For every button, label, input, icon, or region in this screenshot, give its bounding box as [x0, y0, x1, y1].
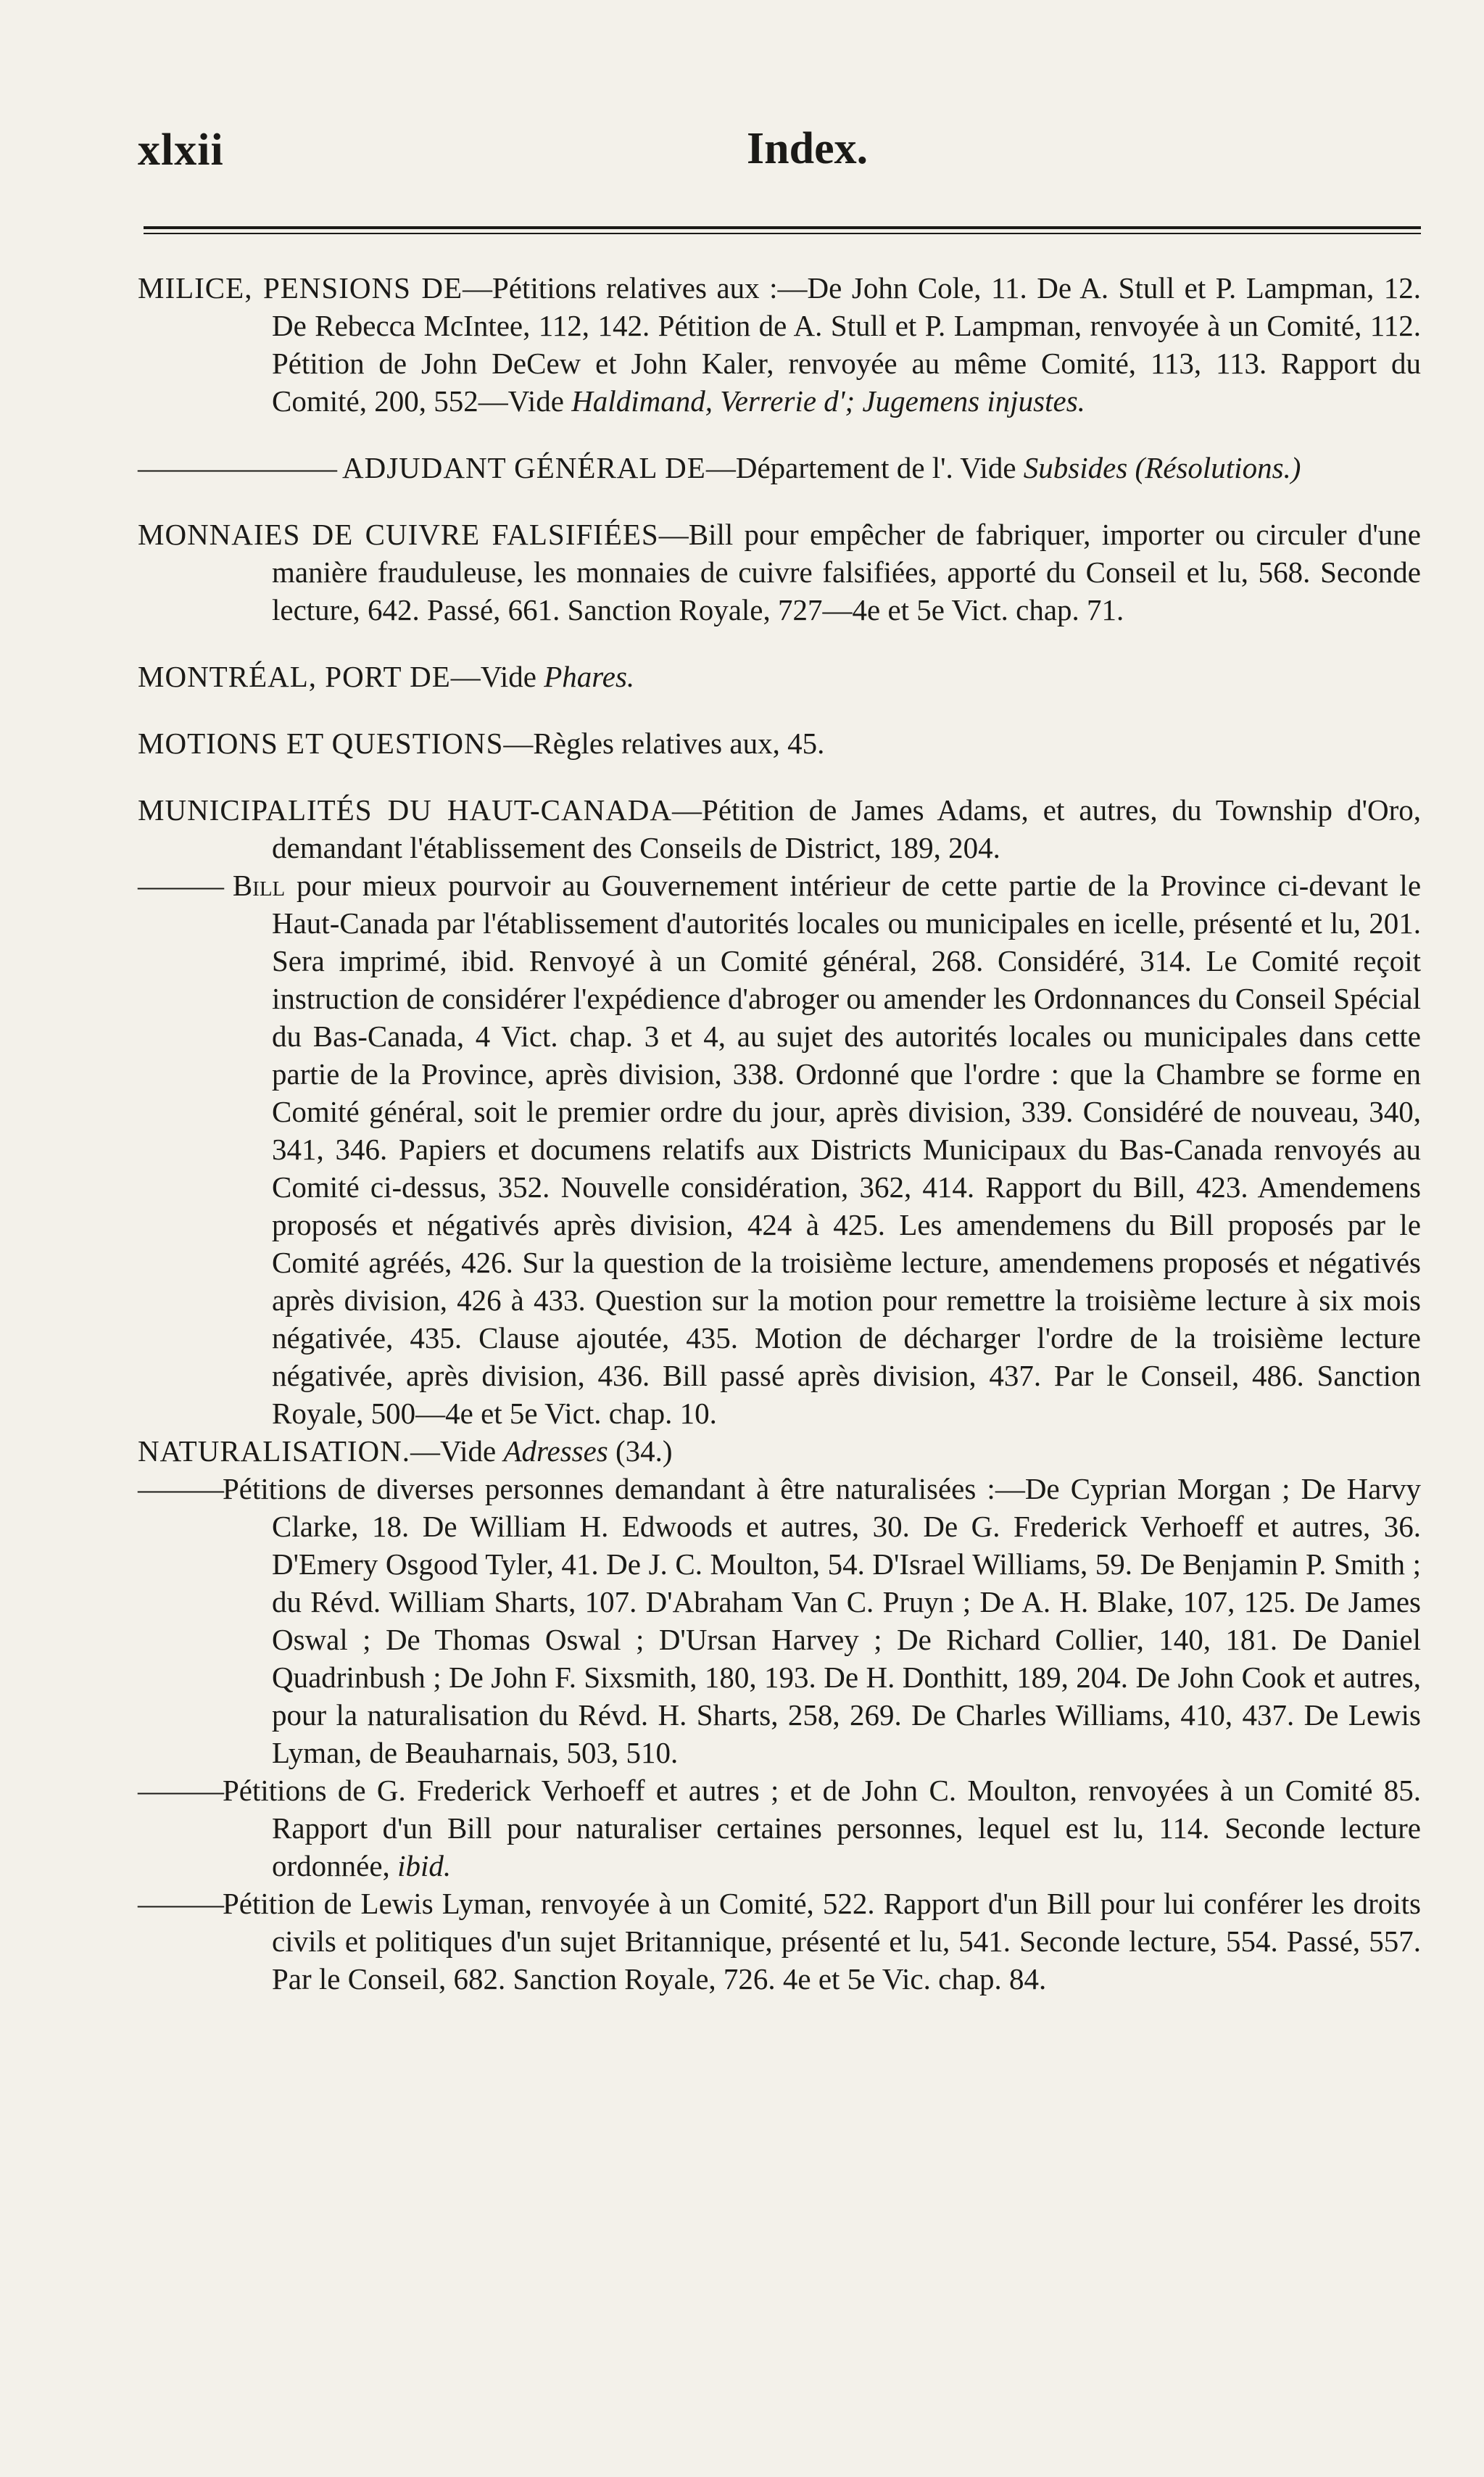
double-rule-divider	[144, 226, 1421, 234]
entry-dash: ———	[138, 1887, 223, 1920]
entry-dash: ———	[138, 1774, 223, 1807]
entry-dash: ———————	[138, 451, 336, 484]
page-title: Index.	[747, 124, 869, 173]
entry-heading: ADJUDANT GÉNÉRAL DE	[336, 451, 706, 484]
entry-text: —Pétition de James Adams, et autres, du Township d'Oro, demandant l'établissement des Conseils de District, 189, 204.	[272, 793, 1422, 864]
entry-text: pour mieux pourvoir au Gouvernement intérieur de cette partie de la Province ci-devant le Haut-Canada par l'établissement d'autorités locales ou municipales en icelle, présenté et lu, 201. Sera imprimé, ibid. Renvoyé à un Comité général, 268. Considéré, 314. Le Comité reçoit instruction de considérer l'expédience d'abroger ou amender les Ordonnances du Conseil Spécial du Bas-Canada, 4 Vict. chap. 3 et 4, au sujet des autorités locales ou municipales dans cette partie de la Province, après division, 338. Ordonné que l'ordre : que la Chambre se forme en Comité général, soit le premier ordre du jour, après division, 339. Considéré de nouveau, 340, 341, 346. Papiers et documens relatifs aux Districts Municipaux du Bas-Canada renvoyés au Comité ci-dessus, 352. Nouvelle considération, 362, 414. Rapport du Bill, 423. Amendemens proposés et négativés après division, 424 à 425. Les amendemens du Bill proposés par le Comité agréés, 426. Sur la question de la troisième lecture, amendemens proposés et négativés après division, 426 à 433. Question sur la motion pour remettre la troisième lecture à six mois négativée, 435. Clause ajoutée, 435. Motion de décharger l'ordre de la troisième lecture négativée, après division, 436. Bill passé après division, 437. Par le Conseil, 486. Sanction Royale, 500—4e et 5e Vict. chap. 10.	[272, 869, 1422, 1430]
entry-smallcaps: Bill	[232, 869, 286, 902]
entry-heading: MONNAIES DE CUIVRE FALSIFIÉES	[138, 518, 659, 551]
entry-heading: NATURALISATION.	[138, 1434, 411, 1468]
index-entry-monnaies-de-cuivre	[138, 516, 1421, 629]
entry-text: —Vide	[410, 1434, 504, 1468]
index-page	[138, 116, 1421, 1998]
index-entry-montreal-port	[138, 658, 1421, 695]
index-entry-motions-et-questions	[138, 724, 1421, 762]
entry-tail: (34.)	[608, 1434, 673, 1468]
index-subentry-bill-municipal	[138, 867, 1421, 1432]
entry-heading: MUNICIPALITÉS DU HAUT-CANADA	[138, 793, 673, 827]
entry-italic: ibid.	[397, 1849, 452, 1882]
index-subentry-petitions-diverses	[138, 1470, 1421, 1771]
running-head	[138, 116, 1421, 189]
entry-heading: MOTIONS ET QUESTIONS	[138, 727, 504, 760]
index-entry-naturalisation	[138, 1432, 1421, 1470]
index-entry-adjudant-general	[138, 449, 1421, 487]
entry-text: Pétitions de diverses personnes demandant à être naturalisées :—De Cyprian Morgan ; De Harvy Clarke, 18. De William H. Edwoods et autres, 30. De G. Frederick Verhoeff et autres, 36. D'Emery Osgood Tyler, 41. De J. C. Moulton, 54. D'Israel Williams, 59. De Benjamin P. Smith ; du Révd. William Sharts, 107. D'Abraham Van C. Pruyn ; De A. H. Blake, 107, 125. De James Oswal ; De Thomas Oswal ; D'Ursan Harvey ; De Richard Collier, 140, 181. De Daniel Quadrinbush ; De John F. Sixsmith, 180, 193. De H. Donthitt, 189, 204. De John Cook et autres, pour la naturalisation du Révd. H. Sharts, 258, 269. De Charles Williams, 410, 437. De Lewis Lyman, de Beauharnais, 503, 510.	[223, 1472, 1421, 1769]
index-subentry-petitions-verhoeff	[138, 1771, 1421, 1885]
entry-heading: MONTRÉAL, PORT DE	[138, 660, 451, 693]
entry-text: —Pétitions relatives aux :—De John Cole, 11. De A. Stull et P. Lampman, 12. De Rebecca McIntee, 112, 142. Pétition de A. Stull et P. Lampman, renvoyée à un Comité, 112. Pétition de John DeCew et John Kaler, renvoyée au même Comité, 113, 113. Rapport du Comité, 200, 552—Vide	[272, 271, 1421, 418]
entry-dash: ———	[138, 869, 233, 902]
entry-italic: Haldimand, Verrerie d'; Jugemens injustes.	[571, 384, 1085, 418]
page-number: xlxii	[138, 125, 224, 175]
entry-heading: MILICE, PENSIONS DE	[138, 271, 463, 305]
index-entries	[138, 269, 1421, 1998]
entry-text: Pétition de Lewis Lyman, renvoyée à un Comité, 522. Rapport d'un Bill pour lui conférer les droits civils et politiques d'un sujet Britannique, présenté et lu, 541. Seconde lecture, 554. Passé, 557. Par le Conseil, 682. Sanction Royale, 726. 4e et 5e Vic. chap. 84.	[223, 1887, 1421, 1996]
entry-italic: Adresses	[503, 1434, 608, 1468]
entry-text: Pétitions de G. Frederick Verhoeff et autres ; et de John C. Moulton, renvoyées à un Comité 85. Rapport d'un Bill pour naturaliser certaines personnes, lequel est lu, 114. Seconde lecture ordonnée,	[223, 1774, 1421, 1882]
entry-text: —Bill pour empêcher de fabriquer, importer ou circuler d'une manière frauduleuse, les monnaies de cuivre falsifiées, apporté du Conseil et lu, 568. Seconde lecture, 642. Passé, 661. Sanction Royale, 727—4e et 5e Vict. chap. 71.	[272, 518, 1421, 627]
entry-dash: ———	[138, 1472, 223, 1505]
entry-text: —Département de l'. Vide	[705, 451, 1024, 484]
index-entry-milice-pensions	[138, 269, 1421, 420]
index-entry-municipalites	[138, 791, 1421, 867]
entry-italic: Subsides (Résolutions.)	[1023, 451, 1301, 484]
entry-text: —Vide	[450, 660, 544, 693]
entry-italic: Phares.	[544, 660, 635, 693]
index-subentry-petition-lyman	[138, 1885, 1421, 1998]
entry-text: —Règles relatives aux, 45.	[503, 727, 825, 760]
